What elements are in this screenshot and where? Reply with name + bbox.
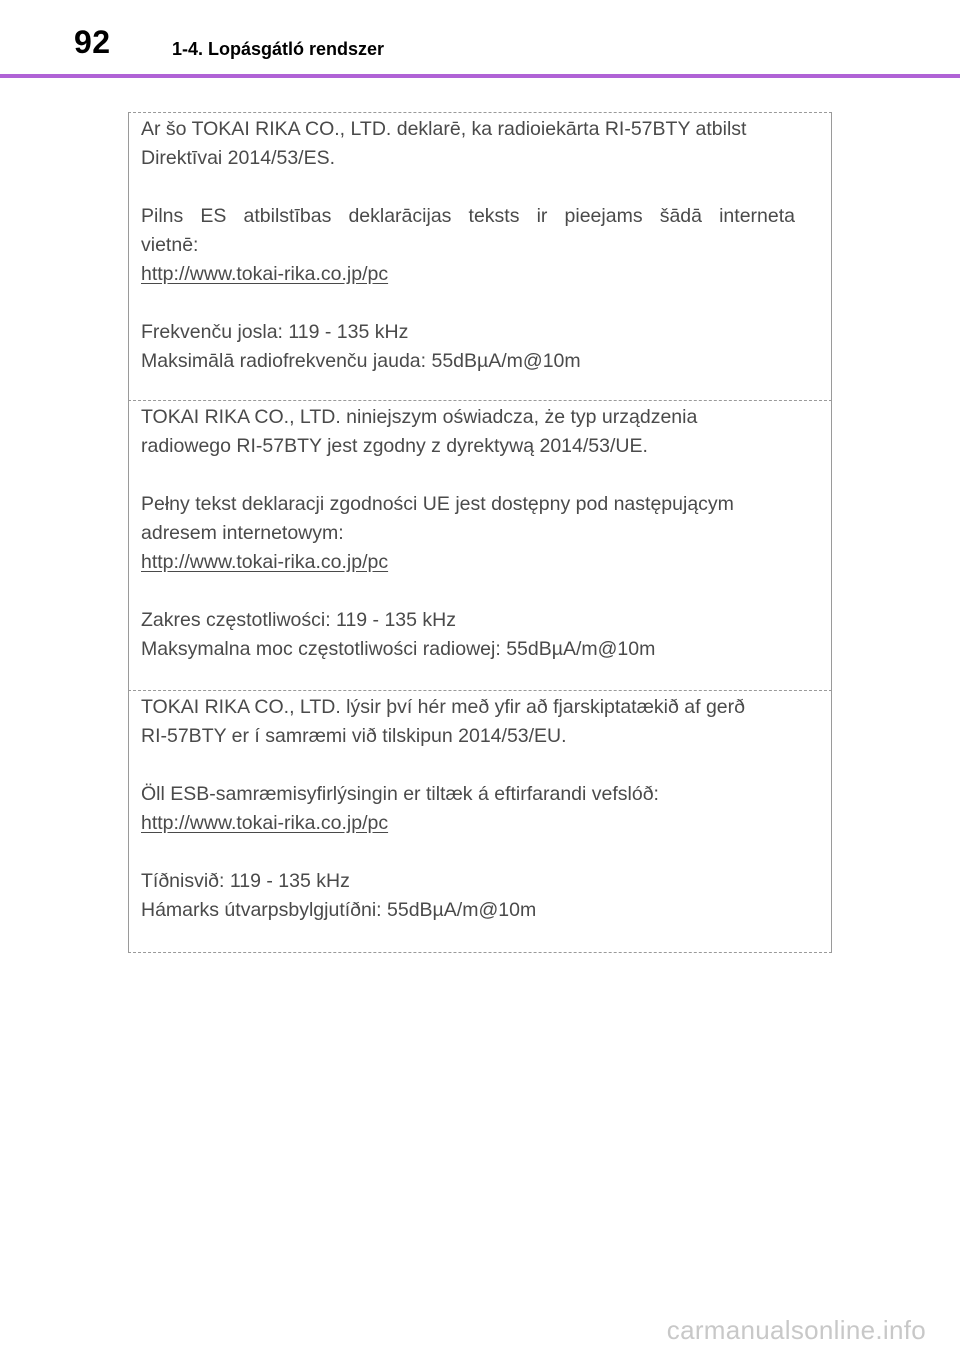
max-power: Maksimālā radiofrekvenču jauda: 55dBµA/m@10m [141,350,581,372]
frequency-band: Frekvenču josla: 119 - 135 kHz [141,321,409,343]
intro-line-2: radiowego RI-57BTY jest zgodny z dyrektywą 2014/53/UE. [141,435,648,457]
max-power: Maksymalna moc częstotliwości radiowej: 55dBµA/m@10m [141,638,656,660]
full-text-line-1: Öll ESB-samræmisyfirlýsingin er tiltæk á eftirfarandi vefslóð: [141,783,659,805]
full-text-line-1: Pilns ES atbilstības deklarācijas teksts ir pieejams šādā interneta [141,205,795,227]
full-text-line-2: adresem internetowym: [141,522,344,544]
watermark: carmanualsonline.info [666,1315,926,1345]
declaration-latvian [128,113,832,401]
declarations-box [128,112,832,953]
intro-line-1: TOKAI RIKA CO., LTD. niniejszym oświadcza, że typ urządzenia [141,406,698,428]
intro-line-1: Ar šo TOKAI RIKA CO., LTD. deklarē, ka radioiekārta RI-57BTY atbilst [141,118,747,140]
declaration-icelandic [128,691,832,953]
page-header [0,0,960,78]
frequency-band: Zakres częstotliwości: 119 - 135 kHz [141,609,456,631]
declaration-polish [128,401,832,691]
intro-line-1: TOKAI RIKA CO., LTD. lýsir því hér með yfir að fjarskiptatækið af gerð [141,696,745,718]
intro-line-2: RI-57BTY er í samræmi við tilskipun 2014/53/EU. [141,725,567,747]
header-rule [0,74,960,78]
section-title: 1-4. Lopásgátló rendszer [172,39,385,59]
declaration-url-link[interactable]: http://www.tokai-rika.co.jp/pc [141,812,389,834]
intro-line-2: Direktīvai 2014/53/ES. [141,147,336,169]
full-text-line-1: Pełny tekst deklaracji zgodności UE jest dostępny pod następującym [141,493,734,515]
max-power: Hámarks útvarpsbylgjutíðni: 55dBµA/m@10m [141,899,537,921]
page-number: 92 [74,24,111,60]
frequency-band: Tíðnisvið: 119 - 135 kHz [141,870,350,892]
declaration-url-link[interactable]: http://www.tokai-rika.co.jp/pc [141,551,389,573]
full-text-line-2: vietnē: [141,234,199,256]
declaration-url-link[interactable]: http://www.tokai-rika.co.jp/pc [141,263,389,285]
